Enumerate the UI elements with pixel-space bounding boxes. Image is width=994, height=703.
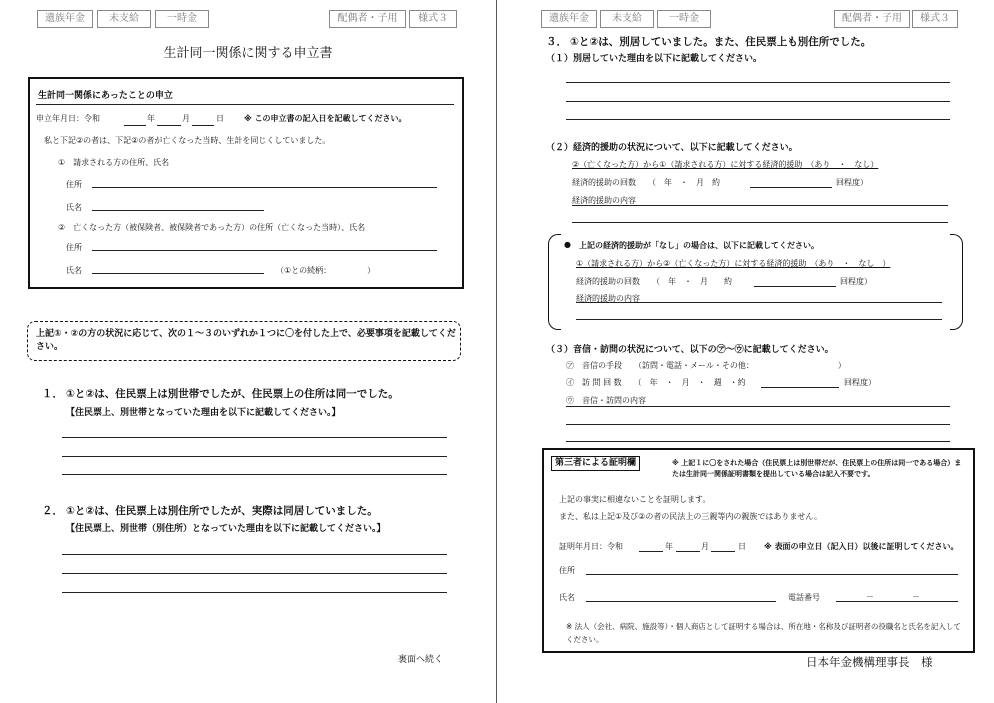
s2b-content-label: 経済的援助の内容	[576, 294, 640, 303]
item2-label: ② 亡くなった方（被保険者、被保険者であった方）の住所（亡くなった当時）、氏名	[58, 223, 366, 232]
tag-spouse-child-r: 配偶者・子用	[834, 10, 910, 28]
declaration-box: 生計同一関係にあったことの申立 申立年月日：令和 年 月 日 ※ この申立書の記入日を記載してください。 私と下記②の者は、下記②の者が亡くなった当時、生計を同じくしていました。 ① 請求される方の住所、氏名 住所 氏名 ② 亡くなった方（被保険者、被保険者であった方）の住所（亡くなった当時）、氏名 住所 氏名 （①との続柄： ）	[28, 77, 464, 289]
q1-text: ①と②は、住民票上は別世帯でしたが、住民票上の住所は同一でした。	[66, 388, 399, 400]
relation-field[interactable]: （①との続柄： ）	[276, 266, 376, 275]
instruction-text: 上記①・②の方の状況に応じて、次の１～３のいずれか１つに〇を付した上で、必要事項を記載してください。	[36, 329, 456, 352]
s2b-line1[interactable]: ①（請求される方）から②（亡くなった方）に対する経済的援助 （あり ・ なし ）	[576, 259, 891, 268]
s2b-content-line-2[interactable]	[576, 319, 942, 320]
item1-address-field[interactable]	[92, 187, 437, 188]
q2-text: ①と②は、住民票上は別住所でしたが、実際は同居していました。	[66, 505, 378, 517]
q3-text: ①と②は、別居していました。また、住民票上も別住所でした。	[570, 36, 872, 48]
page-title: 生計同一関係に関する申立書	[163, 46, 333, 61]
s2-count-label: 経済的援助の回数 （ 年 ・ 月 約	[572, 178, 720, 187]
third-phone-label: 電話番号	[788, 593, 820, 602]
third-phone-field[interactable]	[836, 601, 958, 602]
third-text2: また、私は上記①及び②の者の民法上の三親等内の親族ではありません。	[559, 512, 822, 521]
q1-number[interactable]: １．	[42, 388, 63, 400]
item2-name-label: 氏名	[66, 266, 82, 275]
q2-line-1[interactable]	[62, 554, 447, 555]
s2-heading: （２）経済的援助の状況について、以下に記載してください。	[546, 143, 798, 153]
s1-line-3[interactable]	[566, 119, 950, 120]
tag-unpaid-r: 未支給	[600, 10, 654, 28]
s2b-heading: 上記の経済的援助が「なし」の場合は、以下に記載してください。	[579, 241, 819, 250]
page-divider	[496, 0, 497, 703]
third-text1: 上記の事実に相違ないことを証明します。	[559, 495, 711, 504]
s3-heading: （３）音信・訪問の状況について、以下の㋐～㋒に記載してください。	[546, 345, 834, 355]
s2-content-line-2[interactable]	[572, 222, 948, 223]
s2b-content-line-1[interactable]	[576, 302, 942, 303]
tag-lump-sum-r: 一時金	[657, 10, 711, 28]
q1-line-1[interactable]	[62, 437, 447, 438]
bracket-left	[548, 234, 561, 330]
third-address-field[interactable]	[586, 574, 958, 575]
s1-line-1[interactable]	[566, 82, 950, 83]
q1-sub: 【住民票上、別世帯となっていた理由を以下に記載してください。】	[66, 408, 341, 418]
tag-survivor-pension: 遺族年金	[37, 10, 93, 28]
s2b-bullet: ●	[564, 240, 571, 249]
bracket-right	[950, 234, 963, 330]
item2-address-label: 住所	[66, 243, 82, 252]
item1-name-field[interactable]	[92, 210, 264, 211]
q1-line-2[interactable]	[62, 456, 447, 457]
item1-name-label: 氏名	[66, 203, 82, 212]
tag-form3-r: 様式３	[912, 10, 958, 28]
item1-address-label: 住所	[66, 180, 82, 189]
s3-c: ㋒ 音信・訪問の内容	[566, 396, 646, 405]
third-name-label: 氏名	[559, 593, 575, 602]
third-heading: 第三者による証明欄	[551, 456, 640, 471]
tag-lump-sum: 一時金	[155, 10, 209, 28]
s1-line-2[interactable]	[566, 101, 950, 102]
s1-heading: （１）別居していた理由を以下に記載してください。	[546, 54, 763, 64]
date-label: 申立年月日：令和	[36, 114, 100, 123]
s2b-count-label: 経済的援助の回数 （ 年 ・ 月 約	[576, 277, 732, 286]
q2-line-3[interactable]	[62, 592, 447, 593]
third-party-box: 第三者による証明欄 ※ 上記１に〇をされた場合（住民票上は別世帯だが、住民票上の住所は同一である場合）または生計同一関係証明書類を提出している場合は記入不要です。 上記の事実に相違ないことを証明します。 また、私は上記①及び②の者の民法上の三親等内の親族ではありません。 証明年月日：令和 年 月 日 ※ 表面の申立日（記入日）以後に証明してください。 住所 氏名 電話番号 － － ※ 法人（会社、病院、施設等）・個人商店として証明する場合は、所在地・名称及び証明者の役職名と氏名を記入してください。	[542, 448, 975, 653]
tag-survivor-pension-r: 遺族年金	[541, 10, 597, 28]
third-name-field[interactable]	[586, 601, 776, 602]
date-note: ※ この申立書の記入日を記載してください。	[244, 114, 407, 123]
third-address-label: 住所	[559, 566, 575, 575]
item1-label: ① 請求される方の住所、氏名	[58, 158, 170, 167]
statement: 私と下記②の者は、下記②の者が亡くなった当時、生計を同じくしていました。	[44, 136, 331, 145]
q1-line-3[interactable]	[62, 474, 447, 475]
item2-name-field[interactable]	[92, 273, 264, 274]
instruction-box	[27, 321, 461, 361]
s2b-count-field[interactable]	[754, 286, 836, 287]
tag-unpaid: 未支給	[97, 10, 151, 28]
s3-b-field[interactable]	[761, 387, 839, 388]
recipient: 日本年金機構理事長 様	[806, 655, 933, 669]
s3-b: ㋑ 訪 問 回 数 （ 年 ・ 月 ・ 週 ・約	[566, 378, 746, 387]
q2-number[interactable]: ２．	[42, 505, 63, 517]
s2-content-line-1[interactable]	[572, 205, 948, 206]
third-foot: ※ 法人（会社、病院、施設等）・個人商店として証明する場合は、所在地・名称及び証明者の役職名と氏名を記入してください。	[566, 622, 961, 644]
q3-number[interactable]: ３．	[546, 36, 567, 48]
third-note: ※ 上記１に〇をされた場合（住民票上は別世帯だが、住民票上の住所は同一である場合）または生計同一関係証明書類を提出している場合は記入不要です。	[672, 459, 962, 478]
s3-c-line-3[interactable]	[566, 441, 950, 442]
q2-line-2[interactable]	[62, 573, 447, 574]
continue-note: 裏面へ続く	[398, 655, 444, 665]
third-date-label: 証明年月日：令和	[559, 542, 623, 551]
s2-line1[interactable]: ②（亡くなった方）から①（請求される方）に対する経済的援助 （あり ・ なし）	[572, 160, 879, 169]
s2-content-label: 経済的援助の内容	[572, 196, 636, 205]
tag-spouse-child: 配偶者・子用	[329, 10, 406, 28]
declaration-heading: 生計同一関係にあったことの申立	[38, 91, 173, 101]
s2-count-field[interactable]	[750, 187, 832, 188]
q2-sub: 【住民票上、別世帯（別住所）となっていた理由を以下に記載してください。】	[66, 524, 386, 534]
s3-c-line-1[interactable]	[566, 406, 950, 407]
s3-c-line-2[interactable]	[566, 424, 950, 425]
item2-address-field[interactable]	[92, 250, 437, 251]
s3-a[interactable]: ㋐ 音信の手段 （訪問・電話・メール・その他： ）	[566, 361, 846, 370]
third-date-note: ※ 表面の申立日（記入日）以後に証明してください。	[764, 542, 959, 551]
tag-form3: 様式３	[409, 10, 457, 28]
